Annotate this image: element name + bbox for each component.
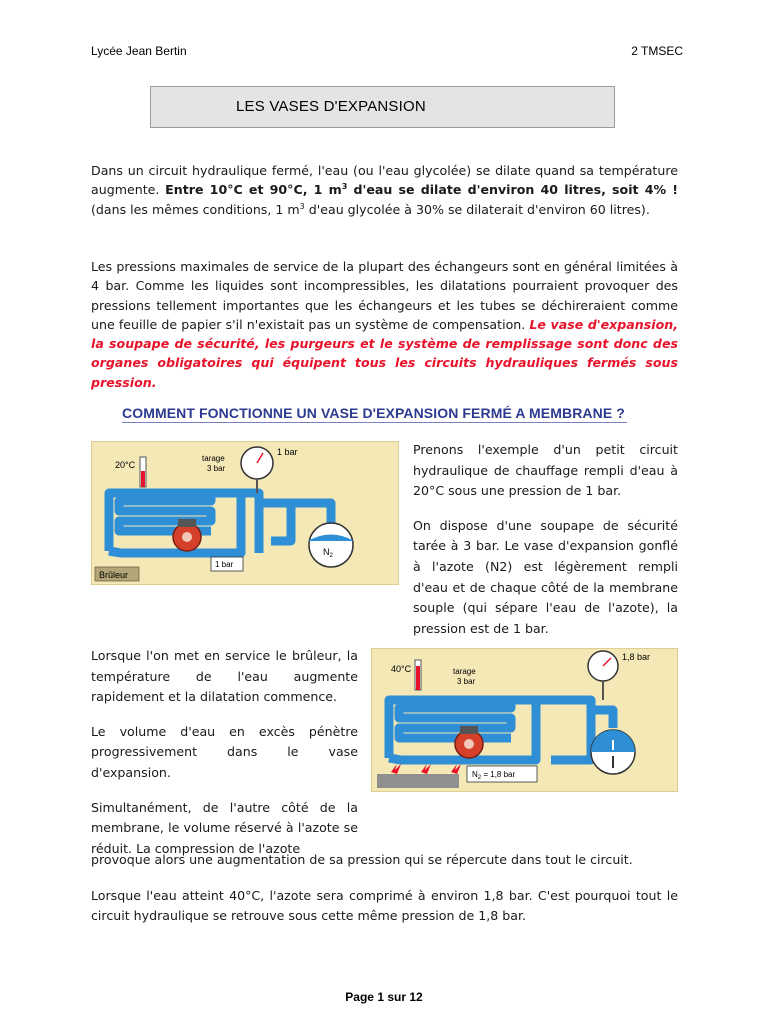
diagram2-expansion-vessel: [591, 730, 635, 774]
right-paragraph-2: On dispose d'une soupape de sécurité tarée à 3 bar. Le vase d'expansion gonflé à l'azote (N2) est légèrement rempli d'eau et de chaque côté de la membrane souple (qui sépare l'eau de l'azote), la pression est de 1 bar.: [413, 517, 678, 636]
diagram-circuit-hot: [371, 648, 678, 792]
diagram2-burner-base: [377, 774, 459, 788]
right-text-block: [413, 440, 678, 639]
intro-p1-text-c: d'eau glycolée à 30% se dilaterait d'environ 60 litres).: [304, 201, 650, 217]
right-paragraph-1: Prenons l'exemple d'un petit circuit hydraulique de chauffage rempli d'eau à 20°C sous une pression de 1 bar.: [413, 442, 678, 499]
intro-paragraph-2: [91, 257, 678, 392]
diagram2-n2-symbol: N: [472, 770, 478, 779]
diagram1-tarage-label: tarage: [202, 454, 225, 463]
diagram2-n2-subscript: 2: [477, 775, 482, 781]
continuation-line: provoque alors une augmentation de sa pression qui se répercute dans tout le circuit.: [91, 852, 633, 867]
diagram2-tarage-label: tarage: [453, 667, 476, 676]
intro-paragraph-1: [91, 161, 678, 219]
intro-p1-bold-a: Entre 10°C et 90°C, 1 m: [165, 182, 342, 198]
intro-p2-text: Les pressions maximales de service de la plupart des échangeurs sont en général limitées à 4 bar. Comme les liquides sont incompressibles, les dilatations pourraient provoquer des pressions tellement importantes que les échangeurs et les tubes se déchireraient comme une feuille de papier s'il n'existait pas un système de compensation.: [91, 259, 678, 332]
diagram1-tarage-value: 3 bar: [207, 464, 226, 473]
intro-p1-text-a: Dans un circuit hydraulique fermé, l'eau (ou l'eau glycolée) se dilate quand sa température augmente.: [91, 163, 678, 198]
intro-p1-sup: 3: [341, 182, 348, 192]
diagram2-gauge-label: 1,8 bar: [622, 652, 651, 662]
header-school: Lycée Jean Bertin: [91, 44, 187, 58]
header-class: 2 TMSEC: [631, 44, 683, 58]
page-number: Page 1 sur 12: [345, 990, 423, 1004]
diagram-circuit-cold: [91, 441, 399, 585]
diagram1-gauge-label: 1 bar: [277, 447, 298, 457]
diagram1-n2-pressure: 1 bar: [215, 560, 234, 569]
diagram1-expansion-vessel: [309, 523, 353, 567]
diagram1-thermometer: [140, 457, 146, 487]
diagram1-burner-label: Brûleur: [99, 570, 129, 580]
diagram1-n2-subscript: 2: [329, 553, 333, 559]
diagram1-n2-symbol: N: [323, 547, 330, 557]
intro-p1-bold-b: d'eau se dilate d'environ 40 litres, soit 4% !: [347, 182, 678, 198]
intro-p1-sup-2: 3: [299, 201, 305, 211]
diagram2-temperature: 40°C: [391, 664, 412, 674]
left-paragraph-2: Le volume d'eau en excès pénètre progressivement dans le vase d'expansion.: [91, 723, 358, 780]
section-title: COMMENT FONCTIONNE UN VASE D'EXPANSION FERMÉ A MEMBRANE ?: [122, 405, 625, 421]
diagram1-temperature: 20°C: [115, 460, 136, 470]
left-paragraph-3: Simultanément, de l'autre côté de la membrane, le volume réservé à l'azote se réduit. La compression de l'azote: [91, 799, 358, 856]
page-title: LES VASES D'EXPANSION: [150, 86, 615, 128]
final-paragraph: Lorsque l'eau atteint 40°C, l'azote sera comprimé à environ 1,8 bar. C'est pourquoi tout le circuit hydraulique se retrouve sous cette même pression de 1,8 bar.: [91, 888, 678, 923]
left-paragraph-1: Lorsque l'on met en service le brûleur, la température de l'eau augmente rapidement et la dilatation commence.: [91, 648, 358, 705]
intro-p1-text-b: (dans les mêmes conditions, 1 m: [91, 201, 300, 217]
diagram2-n2-value: = 1,8 bar: [481, 770, 516, 779]
left-text-block: [91, 646, 358, 859]
diagram2-thermometer: [415, 660, 421, 690]
intro-p2-emphasis: Le vase d'expansion, la soupape de sécurité, les purgeurs et le système de remplissage sont donc des organes obligatoires qui équipent tous les circuits hydrauliques fermés sous pression.: [91, 316, 678, 390]
diagram2-tarage-value: 3 bar: [457, 677, 476, 686]
section-title-underline: [122, 422, 627, 423]
